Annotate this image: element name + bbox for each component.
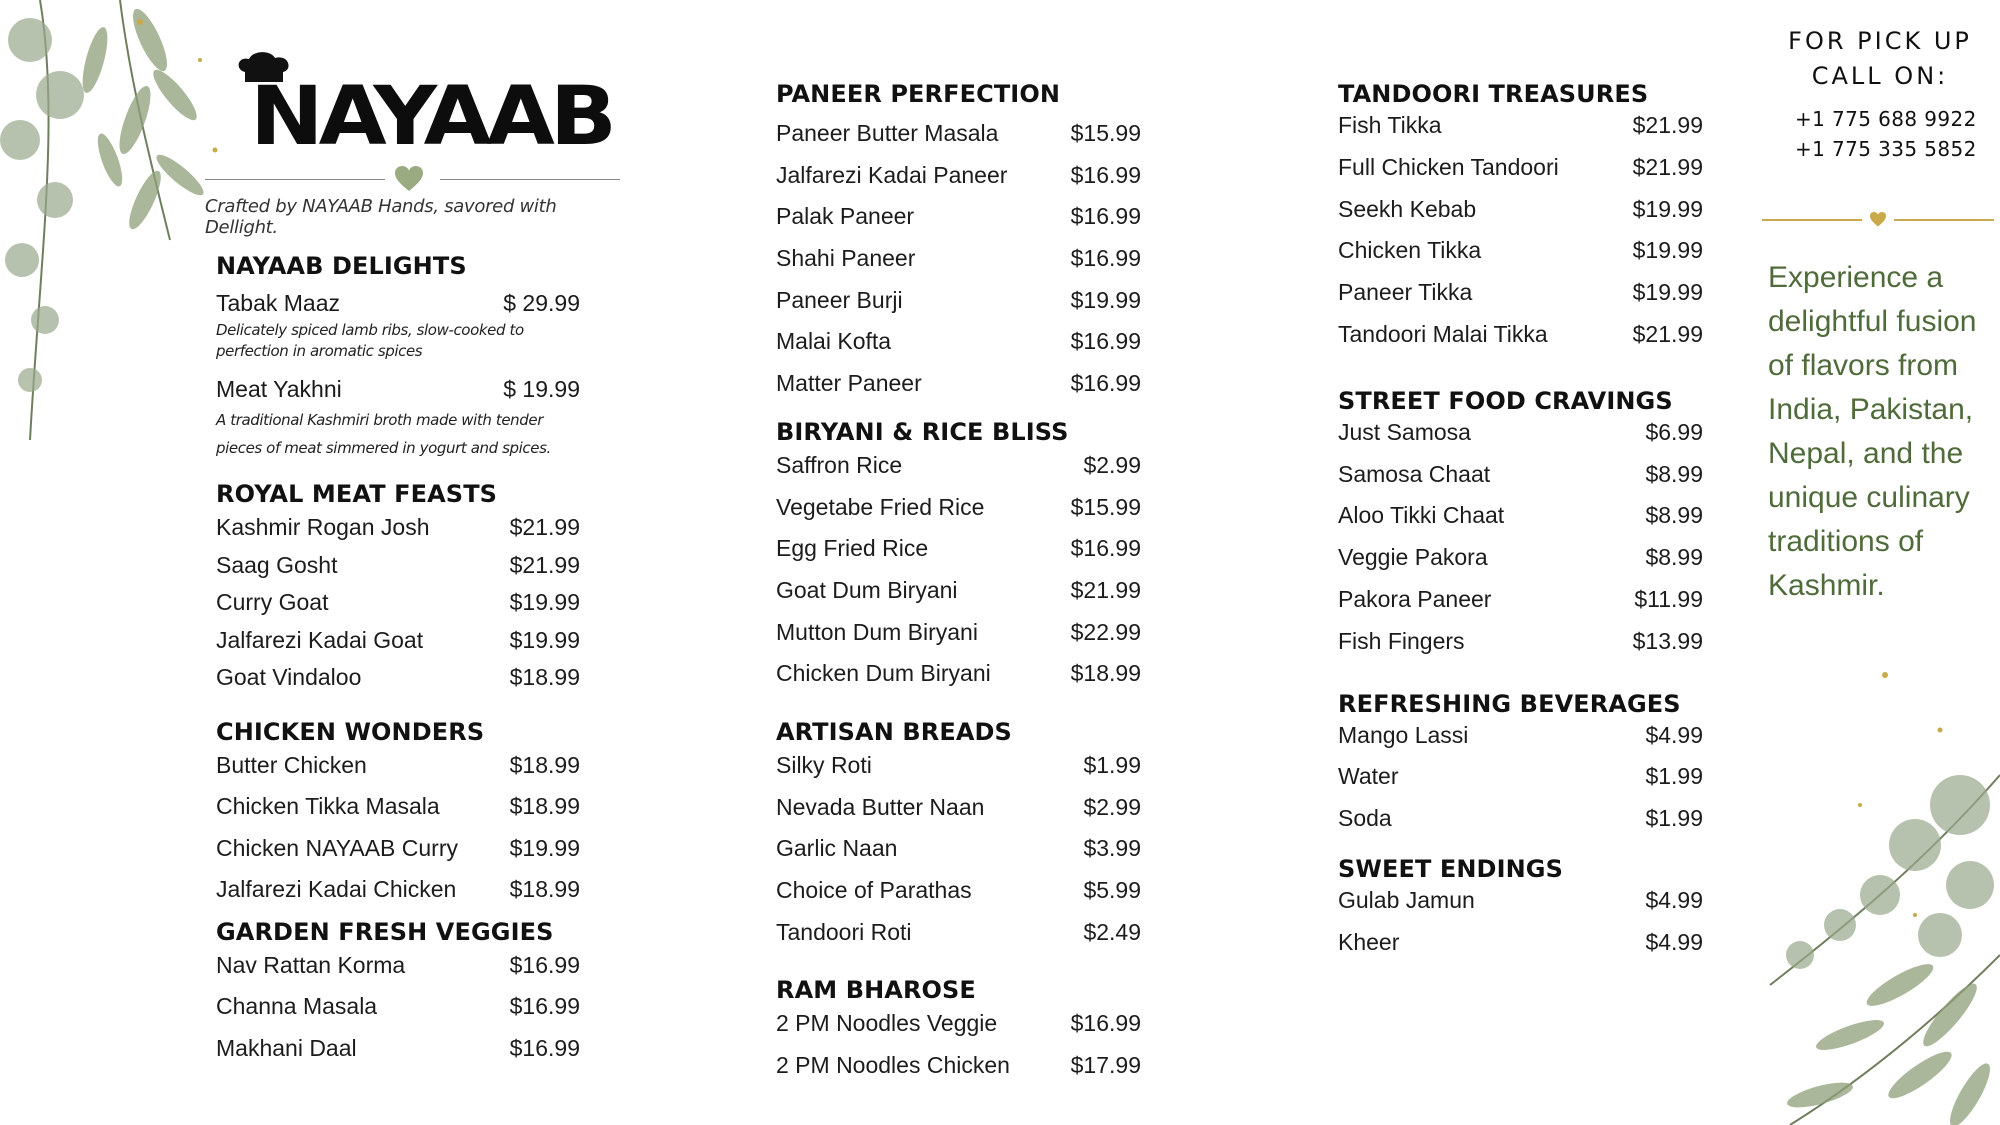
item-name: Fish Fingers (1338, 627, 1465, 654)
item-price: $8.99 (1645, 460, 1703, 487)
menu-item (776, 1010, 1141, 1052)
menu-item (776, 120, 1141, 162)
item-name: Mango Lassi (1338, 721, 1469, 748)
item-price: $16.99 (1070, 1010, 1141, 1037)
section-biryani-rice-bliss (776, 418, 1141, 702)
logo-text: NAYAAB (250, 68, 612, 164)
menu-item (776, 1052, 1141, 1094)
item-price: $16.99 (1070, 245, 1141, 272)
item-description: Delicately spiced lamb ribs, slow-cooked to perfection in aromatic spices (216, 321, 524, 360)
menu-item (216, 627, 580, 665)
item-name: Veggie Pakora (1338, 544, 1488, 571)
menu-item (216, 552, 580, 590)
menu-item (776, 577, 1141, 619)
item-name: Goat Dum Biryani (776, 576, 958, 603)
menu-column-1 (216, 252, 580, 1076)
item-price: $19.99 (509, 626, 580, 653)
item-price: $21.99 (509, 514, 580, 540)
item-name: Egg Fried Rice (776, 535, 929, 562)
item-price: $22.99 (1070, 618, 1141, 645)
item-price: $4.99 (1645, 928, 1703, 955)
menu-item (216, 376, 580, 462)
item-name: Tabak Maaz (216, 290, 341, 316)
menu-item (216, 589, 580, 627)
item-price: $16.99 (509, 951, 580, 978)
item-name: Meat Yakhni (216, 376, 342, 402)
item-price: $ 19.99 (503, 376, 580, 402)
item-price: $15.99 (1070, 120, 1141, 146)
pickup-line-2: CALL ON: (1811, 62, 1949, 90)
item-name: Paneer Tikka (1338, 279, 1473, 306)
item-price: $16.99 (1070, 535, 1141, 562)
menu-item (776, 660, 1141, 702)
menu-item (776, 370, 1141, 412)
item-price: $1.99 (1645, 805, 1703, 832)
menu-item (1338, 887, 1703, 929)
phone-number[interactable]: +1 775 335 5852 (1795, 137, 1977, 161)
item-price: $2.49 (1083, 918, 1141, 945)
section-tandoori-treasures (1338, 80, 1703, 363)
item-price: $18.99 (509, 793, 580, 819)
item-name: Kheer (1338, 928, 1400, 955)
item-price: $19.99 (509, 834, 580, 861)
menu-item (776, 835, 1141, 877)
menu-item (1338, 154, 1703, 196)
section-title: BIRYANI & RICE BLISS (776, 417, 1069, 446)
item-name: Curry Goat (216, 589, 329, 615)
item-name: Gulab Jamun (1338, 886, 1475, 913)
phone-number[interactable]: +1 775 688 9922 (1795, 107, 1977, 131)
menu-item (216, 876, 580, 918)
item-price: $13.99 (1632, 627, 1703, 654)
item-price: $19.99 (1632, 237, 1703, 264)
item-name: Just Samosa (1338, 418, 1471, 445)
item-name: 2 PM Noodles Veggie (776, 1010, 998, 1037)
item-name: Jalfarezi Kadai Goat (216, 626, 424, 653)
section-title: ARTISAN BREADS (776, 717, 1012, 746)
menu-item (776, 494, 1141, 536)
section-nayaab-delights (216, 252, 580, 462)
section-title: STREET FOOD CRAVINGS (1338, 386, 1673, 415)
menu-item (1338, 279, 1703, 321)
section-artisan-breads (776, 718, 1141, 960)
item-name: Butter Chicken (216, 751, 367, 778)
brand-divider (205, 166, 620, 196)
item-name: Water (1338, 763, 1399, 790)
section-title: ROYAL MEAT FEASTS (216, 480, 498, 508)
item-price: $21.99 (1632, 112, 1703, 138)
item-price: $19.99 (1070, 286, 1141, 313)
item-name: Makhani Daal (216, 1034, 357, 1061)
menu-item (216, 1035, 580, 1077)
item-price: $16.99 (509, 993, 580, 1019)
menu-item (1338, 461, 1703, 503)
item-price: $6.99 (1645, 418, 1703, 445)
item-price: $18.99 (509, 751, 580, 778)
section-ram-bharose (776, 976, 1141, 1093)
item-name: Channa Masala (216, 993, 378, 1019)
section-street-food-cravings (1338, 387, 1703, 670)
menu-item (216, 752, 580, 794)
item-name: Saffron Rice (776, 451, 903, 478)
section-title: PANEER PERFECTION (776, 80, 1061, 108)
item-name: Nevada Butter Naan (776, 793, 985, 820)
item-name: Choice of Parathas (776, 877, 972, 903)
menu-item (216, 952, 580, 994)
item-name: Jalfarezi Kadai Paneer (776, 161, 1008, 188)
item-name: Matter Paneer (776, 370, 922, 397)
item-price: $5.99 (1083, 877, 1141, 903)
item-name: Garlic Naan (776, 835, 898, 862)
item-price: $18.99 (509, 876, 580, 902)
section-royal-meat-feasts (216, 480, 580, 702)
item-price: $18.99 (1070, 660, 1141, 687)
item-name: Silky Roti (776, 751, 872, 778)
item-price: $17.99 (1070, 1052, 1141, 1079)
menu-item (776, 245, 1141, 287)
item-name: Pakora Paneer (1338, 585, 1492, 612)
item-price: $16.99 (1070, 328, 1141, 355)
item-price: $4.99 (1645, 886, 1703, 913)
item-name: Chicken Tikka Masala (216, 793, 440, 819)
item-name: Saag Gosht (216, 551, 338, 578)
item-price: $1.99 (1083, 751, 1141, 778)
item-price: $19.99 (1632, 279, 1703, 306)
item-name: Soda (1338, 805, 1392, 832)
item-price: $16.99 (1070, 370, 1141, 397)
item-name: Paneer Burji (776, 286, 903, 313)
section-garden-fresh-veggies (216, 918, 580, 1077)
menu-item (1338, 321, 1703, 363)
section-title: REFRESHING BEVERAGES (1338, 689, 1681, 718)
section-paneer-perfection (776, 80, 1141, 412)
menu-item (776, 619, 1141, 661)
item-price: $11.99 (1634, 585, 1703, 612)
leaf-decoration-icon (0, 0, 230, 450)
menu-item (1338, 628, 1703, 670)
menu-item (1338, 237, 1703, 279)
menu-item (216, 793, 580, 835)
menu-item (216, 664, 580, 702)
item-price: $19.99 (509, 589, 580, 615)
menu-item (776, 877, 1141, 919)
item-name: Paneer Butter Masala (776, 120, 999, 146)
item-name: Chicken NAYAAB Curry (216, 834, 458, 861)
item-price: $2.99 (1083, 451, 1141, 478)
item-name: Kashmir Rogan Josh (216, 514, 430, 540)
menu-item (776, 203, 1141, 245)
menu-item (776, 535, 1141, 577)
item-name: Jalfarezi Kadai Chicken (216, 876, 457, 902)
menu-item (1338, 419, 1703, 461)
item-name: Tandoori Malai Tikka (1338, 320, 1548, 347)
item-name: Aloo Tikki Chaat (1338, 502, 1505, 529)
section-title: TANDOORI TREASURES (1338, 80, 1649, 108)
item-name: Tandoori Roti (776, 918, 912, 945)
item-name: Goat Vindaloo (216, 664, 362, 690)
section-refreshing-beverages (1338, 690, 1703, 847)
pickup-line-1: FOR PICK UP (1788, 27, 1972, 55)
item-name: Shahi Paneer (776, 245, 916, 272)
menu-item (216, 514, 580, 552)
menu-item (1338, 502, 1703, 544)
item-price: $1.99 (1645, 763, 1703, 790)
item-description: A traditional Kashmiri broth made with tender pieces of meat simmered in yogurt and spices. (216, 411, 551, 457)
section-title: CHICKEN WONDERS (216, 717, 485, 746)
menu-item (216, 290, 580, 362)
item-price: $16.99 (1070, 203, 1141, 230)
experience-blurb: Experience a delightful fusion of flavors from India, Pakistan, Nepal, and the unique culinary traditions of Kashmir. (1768, 261, 1977, 602)
menu-item (776, 752, 1141, 794)
item-name: Seekh Kebab (1338, 195, 1477, 222)
tagline: Crafted by NAYAAB Hands, savored with Dellight. (205, 196, 557, 238)
item-name: Fish Tikka (1338, 112, 1442, 138)
item-price: $4.99 (1645, 721, 1703, 748)
menu-column-3 (1338, 80, 1703, 971)
item-price: $18.99 (509, 664, 580, 690)
heart-icon (395, 166, 423, 192)
item-name: Vegetabe Fried Rice (776, 493, 985, 520)
gold-heart-icon (1870, 212, 1886, 227)
menu-item (1338, 112, 1703, 154)
section-title: GARDEN FRESH VEGGIES (216, 917, 554, 946)
section-title: SWEET ENDINGS (1338, 854, 1563, 883)
item-price: $19.99 (1632, 195, 1703, 222)
menu-item (1338, 196, 1703, 238)
menu-item (776, 452, 1141, 494)
item-price: $8.99 (1645, 502, 1703, 529)
menu-column-2 (776, 80, 1141, 1094)
item-name: Chicken Dum Biryani (776, 660, 991, 687)
menu-item (1338, 763, 1703, 805)
item-name: Samosa Chaat (1338, 460, 1491, 487)
item-price: $16.99 (509, 1034, 580, 1061)
menu-item (776, 794, 1141, 836)
leaf-decoration-icon (1700, 655, 2000, 1125)
item-name: 2 PM Noodles Chicken (776, 1052, 1010, 1079)
item-price: $2.99 (1083, 793, 1141, 820)
item-price: $3.99 (1083, 835, 1141, 862)
item-price: $8.99 (1645, 544, 1703, 571)
menu-item (776, 162, 1141, 204)
section-sweet-endings (1338, 855, 1703, 971)
menu-item (776, 328, 1141, 370)
item-price: $ 29.99 (503, 290, 580, 316)
section-title: NAYAAB DELIGHTS (216, 252, 467, 280)
menu-item (1338, 586, 1703, 628)
phone-numbers (1795, 104, 1995, 164)
menu-item (216, 835, 580, 877)
section-chicken-wonders (216, 718, 580, 918)
menu-item (1338, 544, 1703, 586)
item-name: Mutton Dum Biryani (776, 618, 978, 645)
item-price: $21.99 (1070, 576, 1141, 603)
menu-item (776, 919, 1141, 961)
item-name: Nav Rattan Korma (216, 951, 406, 978)
item-name: Palak Paneer (776, 203, 915, 230)
menu-item (216, 993, 580, 1035)
item-price: $21.99 (1632, 320, 1703, 347)
item-price: $15.99 (1070, 493, 1141, 520)
gold-divider (1762, 210, 1994, 230)
menu-item (1338, 929, 1703, 971)
menu-item (776, 287, 1141, 329)
item-price: $21.99 (1632, 153, 1703, 180)
pickup-heading (1760, 24, 2000, 94)
item-price: $21.99 (509, 551, 580, 578)
item-name: Malai Kofta (776, 328, 892, 355)
item-price: $16.99 (1070, 161, 1141, 188)
menu-item (1338, 722, 1703, 764)
menu-item (1338, 805, 1703, 847)
section-title: RAM BHAROSE (776, 976, 976, 1005)
item-name: Full Chicken Tandoori (1338, 153, 1559, 180)
item-name: Chicken Tikka (1338, 237, 1482, 264)
